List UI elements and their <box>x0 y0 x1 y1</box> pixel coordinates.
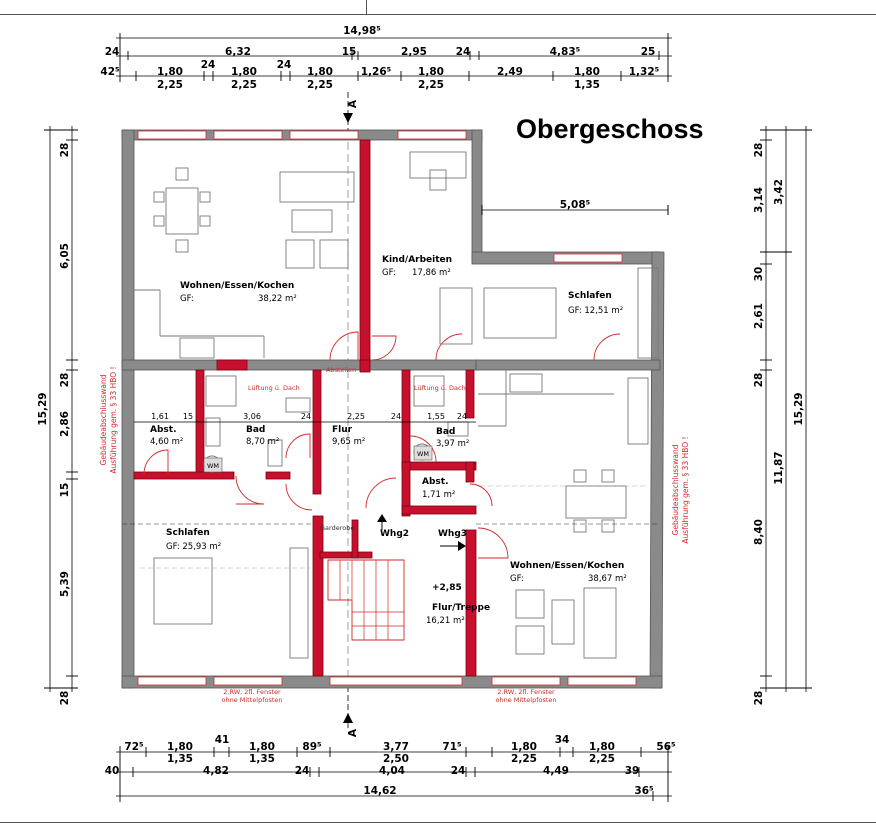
dim-left-2: 28 <box>59 372 71 388</box>
room-kind-area: 17,86 m² <box>412 268 451 278</box>
room-schlafen-left-name: Schlafen <box>166 528 210 538</box>
room-kind-name: Kind/Arbeiten <box>382 255 453 265</box>
dim-bot-r1-1: 1,80 <box>167 741 193 753</box>
left-dimensions <box>37 126 78 705</box>
dim-right-3: 2,61 <box>753 303 765 329</box>
room-wohnen-right-area: 38,67 m² <box>588 574 627 584</box>
wall-note-right-1: Gebäudeabschlusswand <box>671 444 680 536</box>
dim-bot-r1b-1: 1,35 <box>249 753 275 765</box>
wall-note-left-2: Ausführung gem. § 33 HBO ! <box>109 366 118 474</box>
room-schlafen-right-name: Schlafen <box>568 291 612 301</box>
room-abst-right-name: Abst. <box>422 477 449 487</box>
dim-bot-r1-3: 1,80 <box>249 741 275 753</box>
dim-top-r1-6: 25 <box>640 46 656 58</box>
note-window-right-1: 2.RW, 2fl. Fenster <box>497 688 555 696</box>
dim-bot-r1b-4: 2,25 <box>589 753 615 765</box>
room-wohnen-right-gf: GF: <box>510 574 524 584</box>
note-lueftung-right: Lüftung ü. Dach <box>414 384 466 392</box>
dim-bot-r2-1: 4,82 <box>203 765 229 777</box>
dim-top-r2b-4: 1,35 <box>574 79 600 91</box>
dim-bot-r1b-2: 2,50 <box>383 753 409 765</box>
dim-bot-r2-4: 24 <box>450 765 466 777</box>
label-level: +2,85 <box>432 583 462 593</box>
dim-bot-r1b-3: 2,25 <box>511 753 537 765</box>
dim-right-5: 8,40 <box>753 519 765 545</box>
plan-title: Obergeschoss <box>516 114 704 144</box>
room-abst-left-area: 4,60 m² <box>150 437 184 447</box>
dim-top-r2-6: 1,26⁵ <box>360 66 392 78</box>
dim-bot-r2-5: 4,49 <box>543 765 569 777</box>
label-whg3: Whg3 <box>438 529 468 539</box>
dim-top-r2-1: 1,80 <box>157 66 183 78</box>
dim-top-r2-0: 42⁵ <box>100 66 120 78</box>
dim-top-r2-8: 2,49 <box>497 66 523 78</box>
washing-machine-right <box>414 446 432 460</box>
dim-left-6: 28 <box>59 690 71 706</box>
dim-left-0: 28 <box>59 142 71 158</box>
dim-bot-r2-0: 40 <box>104 765 120 777</box>
dim-top-r2-10: 1,32⁵ <box>628 66 660 78</box>
note-window-left-1: 2.RW, 2fl. Fenster <box>223 688 281 696</box>
room-bad-left-name: Bad <box>246 425 266 435</box>
dim-right-b1: 11,87 <box>773 451 785 485</box>
dim-top-r2-2: 24 <box>200 59 216 71</box>
dim-top-r1-3: 2,95 <box>401 46 427 58</box>
dim-in-1: 15 <box>182 412 194 421</box>
dim-left-3: 2,86 <box>59 411 71 437</box>
dim-bot-r1-2: 41 <box>214 734 230 746</box>
dim-bot-overall-extra: 36⁵ <box>634 785 654 797</box>
room-schlafen-left-area: GF: 25,93 m² <box>166 542 222 552</box>
wall-note-left-1: Gebäudeabschlusswand <box>99 374 108 466</box>
dim-top-r1-1: 6,32 <box>225 46 251 58</box>
room-wohnen-right-name: Wohnen/Essen/Kochen <box>510 561 625 571</box>
dim-top-r2b-3: 2,25 <box>418 79 444 91</box>
dim-bot-r1-0: 72⁵ <box>124 741 144 753</box>
dim-in-3: 24 <box>300 412 312 421</box>
dim-left-overall: 15,29 <box>37 392 49 426</box>
dim-top-r2-3: 1,80 <box>231 66 257 78</box>
section-label-bottom: A <box>347 728 359 738</box>
dim-left-5: 5,39 <box>59 571 71 597</box>
dim-bot-r1b-0: 1,35 <box>167 753 193 765</box>
room-flur-area: 9,65 m² <box>332 437 366 447</box>
dim-bot-r1-9: 1,80 <box>589 741 615 753</box>
room-abst-left-name: Abst. <box>150 425 177 435</box>
dim-right-overall: 15,29 <box>793 392 805 426</box>
bottom-dimensions <box>105 734 676 802</box>
dim-top-r2-4: 24 <box>276 59 292 71</box>
note-window-right-2: ohne Mittelpfosten <box>495 696 557 704</box>
room-bad-right-name: Bad <box>436 427 456 437</box>
section-label-top: A <box>347 99 359 109</box>
top-dimensions <box>100 25 672 91</box>
dim-bot-r1-10: 56⁵ <box>656 741 676 753</box>
dim-in-6: 1,55 <box>427 412 445 421</box>
room-flur-treppe-name: Flur/Treppe <box>432 603 491 613</box>
red-walls <box>134 140 476 676</box>
dim-top-r1-0: 24 <box>104 46 120 58</box>
note-abstellen: Abstellen <box>326 366 357 374</box>
note-lueftung-left: Lüftung ü. Dach <box>248 384 300 392</box>
dim-in-2: 3,06 <box>243 412 261 421</box>
dim-in-7: 24 <box>456 412 468 421</box>
room-wohnen-left-area: 38,22 m² <box>258 294 297 304</box>
dim-bot-overall: 14,62 <box>363 785 397 797</box>
svg-text:WM: WM <box>416 450 430 458</box>
dim-top-r2-7: 1,80 <box>418 66 444 78</box>
room-kind-gf: GF: <box>382 268 396 278</box>
dim-right-b0: 3,42 <box>773 179 785 205</box>
dim-right-1: 3,14 <box>753 187 765 213</box>
room-wohnen-left-name: Wohnen/Essen/Kochen <box>180 281 295 291</box>
section-marker-bottom <box>343 686 359 737</box>
note-window-left-2: ohne Mittelpfosten <box>221 696 283 704</box>
room-bad-right-area: 3,97 m² <box>436 439 470 449</box>
dim-bot-r1-8: 34 <box>554 734 570 746</box>
dim-top-r2b-0: 2,25 <box>157 79 183 91</box>
section-marker-top <box>343 92 359 130</box>
room-wohnen-left-gf: GF: <box>180 294 194 304</box>
dim-bot-r1-5: 3,77 <box>383 741 409 753</box>
dim-top-r1-2: 15 <box>341 46 357 58</box>
windows <box>138 131 636 685</box>
dim-in-0: 1,61 <box>151 412 169 421</box>
dim-left-1: 6,05 <box>59 243 71 269</box>
dim-right-6: 28 <box>753 690 765 706</box>
dim-top-r1-4: 24 <box>455 46 471 58</box>
dim-overall-top: 14,98⁵ <box>343 25 381 37</box>
dim-top-r2b-1: 2,25 <box>231 79 257 91</box>
dim-in-4: 2,25 <box>347 412 365 421</box>
right-dimensions <box>753 126 812 705</box>
dim-offset-right: 5,08⁵ <box>559 199 591 211</box>
wall-note-right-2: Ausführung gem. § 33 HBO ! <box>681 436 690 544</box>
dim-right-0: 28 <box>753 142 765 158</box>
dim-right-2: 30 <box>753 266 765 282</box>
dim-bot-r1-4: 89⁵ <box>302 741 322 753</box>
dim-bot-r2-2: 24 <box>294 765 310 777</box>
dim-bot-r1-7: 1,80 <box>511 741 537 753</box>
label-whg2: Whg2 <box>380 529 410 539</box>
room-schlafen-right-area: GF: 12,51 m² <box>568 306 624 316</box>
svg-text:WM: WM <box>206 462 220 470</box>
dim-bot-r2-6: 39 <box>624 765 640 777</box>
dim-top-r2-9: 1,80 <box>574 66 600 78</box>
dim-top-r1-5: 4,83⁵ <box>549 46 581 58</box>
dim-left-4: 15 <box>59 482 71 498</box>
dim-in-5: 24 <box>390 412 402 421</box>
room-bad-left-area: 8,70 m² <box>246 437 280 447</box>
dim-bot-r1-6: 71⁵ <box>442 741 462 753</box>
room-abst-right-area: 1,71 m² <box>422 490 456 500</box>
dim-top-r2b-2: 2,25 <box>307 79 333 91</box>
dim-right-4: 28 <box>753 372 765 388</box>
washing-machine-left <box>204 458 222 472</box>
room-flur-treppe-area: 16,21 m² <box>426 616 465 626</box>
room-labels <box>150 255 627 626</box>
dim-top-r2-5: 1,80 <box>307 66 333 78</box>
room-flur-name: Flur <box>332 425 353 435</box>
dim-bot-r2-3: 4,04 <box>379 765 405 777</box>
note-garderobe: Garderobe <box>320 524 355 532</box>
